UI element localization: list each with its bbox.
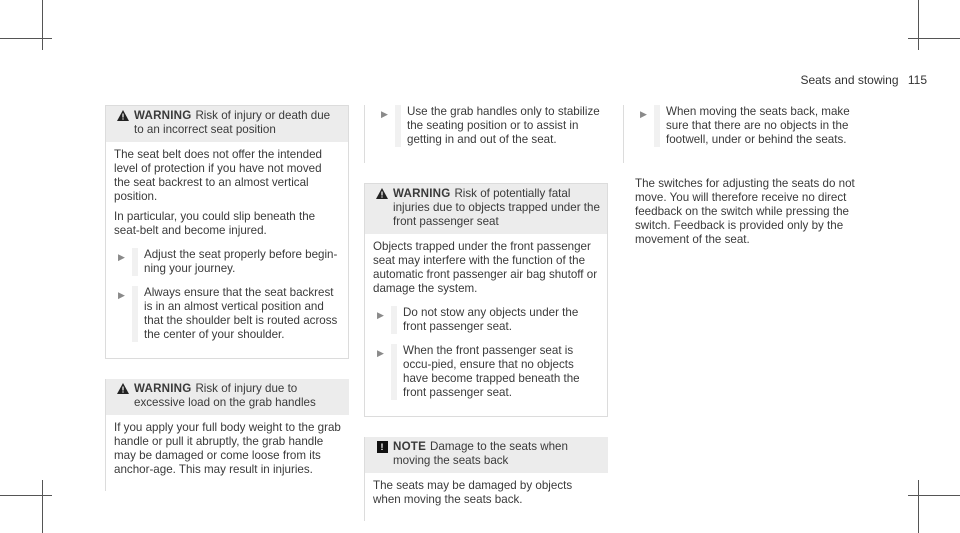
step-arrow-icon: ▶ bbox=[640, 109, 647, 119]
warning-title: Risk of injury due to excessive load on the grab handles bbox=[134, 382, 316, 409]
step-arrow-icon: ▶ bbox=[377, 310, 384, 320]
crop-mark bbox=[918, 480, 919, 533]
warning-box-seat-position bbox=[105, 105, 349, 359]
instruction-step bbox=[377, 105, 608, 147]
note-exclamation-icon: ! bbox=[377, 441, 388, 453]
instruction-step bbox=[373, 306, 599, 334]
note-box-seat-damage bbox=[364, 437, 608, 521]
continued-step-box bbox=[623, 105, 867, 163]
column-2 bbox=[364, 105, 608, 521]
warning-text: The seat belt does not offer the intended level of protection if you have not moved the seat backrest to an almost vertical position. bbox=[114, 148, 322, 203]
body-paragraph: The switches for adjusting the seats do not move. You will therefore receive no direct feedback on the switch while pressing the switch. Feedback is provided only by the movement of the seat. bbox=[635, 177, 855, 246]
note-header bbox=[365, 437, 608, 473]
continued-step-box bbox=[364, 105, 608, 163]
note-text: The seats may be damaged by objects when moving the seats back. bbox=[373, 479, 573, 506]
step-text: When moving the seats back, make sure that there are no objects in the footwell, under or behind the seats. bbox=[666, 105, 850, 146]
warning-header bbox=[106, 106, 348, 142]
step-text: Adjust the seat properly before begin-ning your journey. bbox=[144, 248, 338, 275]
crop-mark bbox=[908, 495, 960, 496]
warning-text: Objects trapped under the front passenger seat may interfere with the function of the automatic front passenger air bag shutoff or damage the system. bbox=[373, 240, 598, 295]
step-text: When the front passenger seat is occu-pied, ensure that no objects have become trapped beneath the front passenger seat. bbox=[403, 344, 580, 399]
instruction-step bbox=[636, 105, 867, 147]
warning-box-trapped-objects bbox=[364, 183, 608, 417]
step-arrow-icon: ▶ bbox=[377, 348, 384, 358]
warning-triangle-icon bbox=[112, 109, 134, 121]
signal-word: WARNING bbox=[134, 382, 192, 395]
section-title: Seats and stowing bbox=[800, 73, 899, 87]
column-1 bbox=[105, 105, 349, 491]
crop-mark bbox=[0, 38, 52, 39]
warning-text: In particular, you could slip beneath the seat-belt and become injured. bbox=[114, 210, 316, 237]
note-title: Damage to the seats when moving the seats back bbox=[393, 440, 568, 467]
signal-word: WARNING bbox=[393, 187, 451, 200]
crop-mark bbox=[0, 495, 52, 496]
warning-text: If you apply your full body weight to the grab handle or pull it abruptly, the grab handle may be damaged or come loose from its anchor-age. This may result in injuries. bbox=[114, 421, 341, 476]
signal-word: WARNING bbox=[134, 109, 192, 122]
step-arrow-icon: ▶ bbox=[381, 109, 388, 119]
crop-mark bbox=[908, 38, 960, 39]
step-text: Use the grab handles only to stabilize the seating position or to assist in getting in and out of the seat. bbox=[407, 105, 600, 146]
warning-title: Risk of injury or death due to an incorrect seat position bbox=[134, 109, 331, 136]
instruction-step bbox=[114, 286, 340, 342]
warning-box-grab-handles bbox=[105, 379, 349, 491]
warning-header bbox=[365, 184, 607, 234]
crop-mark bbox=[918, 0, 919, 50]
step-arrow-icon: ▶ bbox=[118, 252, 125, 262]
warning-title: Risk of potentially fatal injuries due to objects trapped under the front passenger seat bbox=[393, 187, 600, 228]
instruction-step bbox=[373, 344, 599, 400]
warning-triangle-icon bbox=[371, 187, 393, 199]
signal-word: NOTE bbox=[393, 440, 427, 453]
column-3 bbox=[623, 105, 867, 247]
warning-triangle-icon bbox=[112, 382, 134, 394]
warning-header bbox=[106, 379, 349, 415]
crop-mark bbox=[42, 480, 43, 533]
step-arrow-icon: ▶ bbox=[118, 290, 125, 300]
page-number: 115 bbox=[907, 73, 927, 87]
crop-mark bbox=[42, 0, 43, 50]
step-text: Do not stow any objects under the front passenger seat. bbox=[403, 306, 579, 333]
step-text: Always ensure that the seat backrest is in an almost vertical position and that the shoulder belt is routed across the center of your shoulder. bbox=[144, 286, 338, 341]
running-header bbox=[800, 73, 927, 87]
instruction-step bbox=[114, 248, 340, 276]
